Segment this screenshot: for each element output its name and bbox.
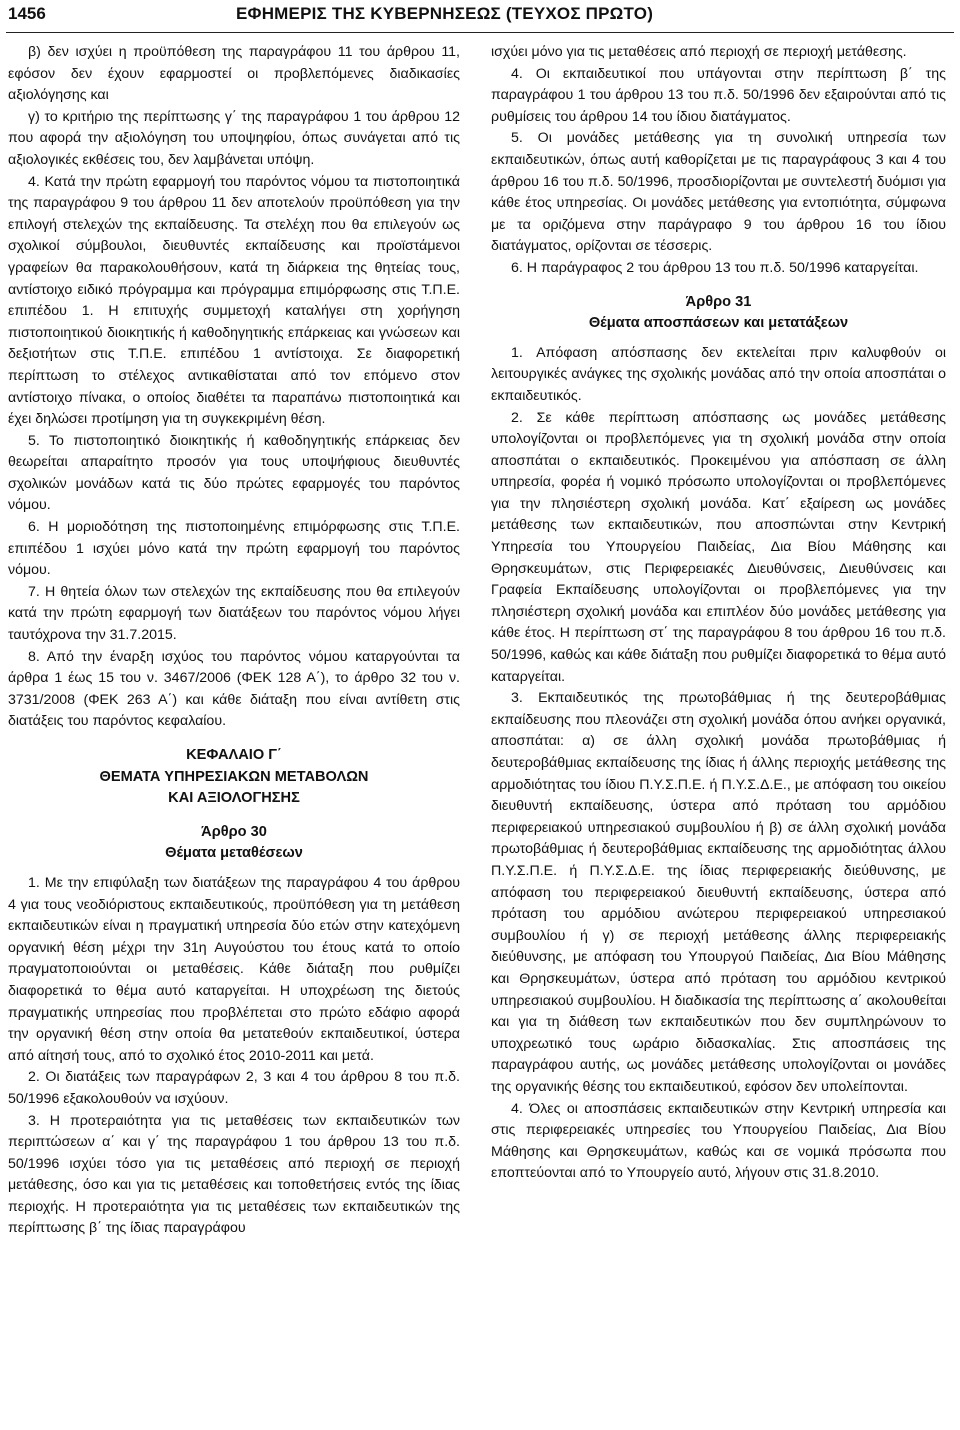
paragraph: 6. Η μοριοδότηση της πιστοποιημένης επιμόρφωσης στις Τ.Π.Ε. επιπέδου 1 ισχύει μόνο κατά την πρώτη εφαρμογή του παρόντος νόμου. — [8, 519, 460, 579]
chapter-heading: ΚΑΙ ΑΞΙΟΛΟΓΗΣΗΣ — [168, 790, 300, 807]
paragraph: 1. Απόφαση απόσπασης δεν εκτελείται πριν καλυφθούν οι λειτουργικές ανάγκες της σχολικής μονάδας από την οποία αποσπάται ο εκπαιδευτικός. — [491, 344, 946, 404]
article-title: Θέματα μεταθέσεων — [165, 845, 303, 862]
paragraph: 3. Εκπαιδευτικός της πρωτοβάθμιας ή της δευτεροβάθμιας εκπαίδευσης που πλεονάζει στη σχολική μονάδα όπου ανήκει οργανικά, αποσπάται: α) σε άλλη σχολική μονάδα πρωτοβάθμιας ή δευτεροβάθμιας εκπαίδευσης της ίδιας ή άλλης περιοχής μετάθεσης της αρμοδιότητας του ίδιου Π.Υ.Σ.Π.Ε. ή Π.Υ.Σ.Δ.Ε., με απόφαση του οικείου διευθυντή εκπαίδευσης, ύστερα από πρόταση του αρμόδιου περιφερειακού υπηρεσιακού συμβουλίου ή β) σε άλλη σχολική μονάδα πρωτοβάθμιας ή δευτεροβάθμιας εκπαίδευσης της αρμοδιότητας άλλου Π.Υ.Σ.Π.Ε. ή Π.Υ.Σ.Δ.Ε. της ίδιας περιφερειακής διεύθυνσης, με απόφαση του περιφερειακού διευθυντή εκπαίδευσης, ύστερα από πρόταση του αρμόδιου ανώτερου περιφερειακού υπηρεσιακού συμβουλίου ή γ) σε περιοχή μετάθεσης άλλης περιφερειακής διεύθυνσης, με απόφαση του Υπουργού Παιδείας, Δια Βίου Μάθησης και Θρησκευμάτων, ύστερα από πρόταση του αρμόδιου κεντρικού υπηρεσιακού συμβουλίου. Η διαδικασία της περίπτωσης α΄ ακολουθείται και για τη διάθεση των εκπαιδευτικών που δεν συμπληρώνουν το υποχρεωτικό τους ωράριο διδασκαλίας. Στις αποσπάσεις της παραγράφου αυτής, ως μονάδες μετάθεσης υπολογίζονται οι μονάδες της οργανικής θέσης του εκπαιδευτικού, εφόσον δεν υπολείπονται. — [491, 690, 946, 1095]
spacer — [8, 810, 460, 822]
chapter-heading: ΘΕΜΑΤΑ ΥΠΗΡΕΣΙΑΚΩΝ ΜΕΤΑΒΟΛΩΝ — [99, 768, 369, 785]
page-header — [0, 0, 960, 30]
journal-title: ΕΦΗΜΕΡΙΣ ΤΗΣ ΚΥΒΕΡΝΗΣΕΩΣ (ΤΕΥΧΟΣ ΠΡΩΤΟ) — [236, 4, 654, 23]
paragraph: 2. Οι διατάξεις των παραγράφων 2, 3 και 4 του άρθρου 8 του π.δ. 50/1996 εξακολουθούν να ισχύουν. — [8, 1069, 460, 1107]
paragraph: 1. Με την επιφύλαξη των διατάξεων της παραγράφου 4 του άρθρου 4 για τους νεοδιόριστους εκπαιδευτικούς, προϋπόθεση για τη μετάθεση εκπαιδευτικών είναι η πραγματική υπηρεσία δύο ετών στην κατεχόμενη οργανική θέση μέχρι την 31η Αυγούστου του έτους κατά το οποίο πραγματοποιούνται οι μεταθέσεις. Κάθε διάταξη που ρυθμίζει διαφορετικά το θέμα αυτό καταργείται. Η υποχρέωση της διετούς πραγματικής υπηρεσίας που προβλέπεται στο πρώτο εδάφιο αφορά την οργανική θέση στην οποία θα μετατεθούν εκπαιδευτικοί, ύστερα από αίτησή τους, από το σχολικό έτος 2010-2011 και μετά. — [8, 874, 460, 1064]
paragraph: 3. Η προτεραιότητα για τις μεταθέσεις των εκπαιδευτικών των περιπτώσεων α΄ και γ΄ της παραγράφου 1 του άρθρου 13 του π.δ. 50/1996 ισχύει τόσο για τις μεταθέσεις από περιοχή σε περιοχή μετάθεσης, όσο και για τις μεταθέσεις και τοποθετήσεις εντός της ίδιας περιοχής. Η προτεραιότητα για τις μεταθέσεις των εκπαιδευτικών της περίπτωσης β΄ της ίδιας παραγράφου — [8, 1112, 460, 1237]
spacer — [8, 733, 460, 745]
paragraph: 4. Κατά την πρώτη εφαρμογή του παρόντος νόμου τα πιστοποιητικά της παραγράφου 9 του άρθρου 11 δεν αποτελούν προϋπόθεση για την επιλογή στελεχών της εκπαίδευσης. Τα στελέχη που θα επιλεγούν ως σχολικοί σύμβουλοι, διευθυντές εκπαίδευσης και προϊστάμενοι γραφείων θα παρακολουθήσουν, κατά τη διάρκεια της θητείας τους, αντίστοιχο ειδικό πρόγραμμα και πρόγραμμα επιμόρφωσης στις Τ.Π.Ε. επιπέδου 1. Η επιτυχής συμμετοχή καταλήγει στη χορήγηση πιστοποιητικού διοικητικής ή καθοδηγητικής επάρκειας και γνώσεων και δεξιοτήτων στις Τ.Π.Ε. επιπέδου 1 αντίστοιχα. Σε διαφορετική περίπτωση το στέλεχος αντικαθίσταται από τον επόμενο στον αντίστοιχο πίνακα, ο οποίος διαθέτει τα παραπάνω πιστοποιητικά και έχει δηλώσει προτίμηση για τη συγκεκριμένη θέση. — [8, 173, 460, 428]
left-column — [8, 42, 460, 1240]
spacer — [491, 335, 946, 343]
paragraph: 6. Η παράγραφος 2 του άρθρου 13 του π.δ. 50/1996 καταργείται. — [511, 259, 919, 276]
chapter-heading: ΚΕΦΑΛΑΙΟ Γ΄ — [186, 747, 282, 763]
right-column — [491, 42, 946, 1185]
paragraph: 5. Οι μονάδες μετάθεσης για τη συνολική υπηρεσία των εκπαιδευτικών, όπως αυτή καθορίζεται με τις παραγράφους 3 και 4 του άρθρου 16 του π.δ. 50/1996, προσδιορίζονται με συντελεστή δυόμισι για κάθε έτος υπηρεσίας. Οι μονάδες μετάθεσης για εντοπιότητα, σύμφωνα με τα οριζόμενα στην παράγραφο 9 του άρθρου 16 του ίδιου διατάγματος, ορίζονται σε τέσσερις. — [491, 130, 946, 255]
article-title: Θέματα αποσπάσεων και μετατάξεων — [588, 315, 849, 332]
paragraph: ισχύει μόνο για τις μεταθέσεις από περιοχή σε περιοχή μετάθεσης. — [491, 44, 907, 60]
article-number: Άρθρο 30 — [201, 823, 267, 840]
page-number: 1456 — [8, 4, 46, 23]
paragraph: 7. Η θητεία όλων των στελεχών της εκπαίδευσης που θα επιλεγούν κατά την πρώτη εφαρμογή των διατάξεων του παρόντος νόμου λήγει ταυτόχρονα την 31.7.2015. — [8, 583, 460, 644]
paragraph: 5. Το πιστοποιητικό διοικητικής ή καθοδηγητικής επάρκειας δεν θεωρείται απαραίτητο προσόν για τους υποψήφιους διευθυντές σχολικών μονάδων κατά τις δύο πρώτες εφαρμογές του παρόντος νόμου. — [8, 432, 460, 514]
paragraph: 4. Οι εκπαιδευτικοί που υπάγονται στην περίπτωση β΄ της παραγράφου 1 του άρθρου 13 του π.δ. 50/1996 δεν εξαιρούνται από τις ρυθμίσεις του άρθρου 14 του ίδιου διατάγματος. — [491, 65, 946, 125]
article-number: Άρθρο 31 — [685, 293, 752, 310]
spacer — [491, 280, 946, 292]
header-rule — [6, 32, 954, 33]
paragraph: 4. Όλες οι αποσπάσεις εκπαιδευτικών στην Κεντρική υπηρεσία και στις περιφερειακές υπηρεσίες του Υπουργείου Παιδείας, Δια Βίου Μάθησης και Θρησκευμάτων, καθώς και σε νομικά πρόσωπα που εποπτεύονται από το Υπουργείο αυτό, λήγουν στις 31.8.2010. — [491, 1100, 946, 1182]
paragraph: γ) το κριτήριο της περίπτωσης γ΄ της παραγράφου 1 του άρθρου 12 που αφορά την αξιολόγηση του υποψηφίου, όπως συνάγεται από τις αξιολογικές εκθέσεις του, δεν λαμβάνεται υπόψη. — [8, 108, 460, 168]
paragraph: 8. Από την έναρξη ισχύος του παρόντος νόμου καταργούνται τα άρθρα 1 έως 15 του ν. 3467/2006 (ΦΕΚ 128 Α΄), το άρθρο 32 του ν. 3731/2008 (ΦΕΚ 263 Α΄) και κάθε διάταξη που είναι αντίθετη στις διατάξεις του παρόντος κεφαλαίου. — [8, 648, 460, 730]
spacer — [8, 865, 460, 873]
paragraph: β) δεν ισχύει η προϋπόθεση της παραγράφου 11 του άρθρου 11, εφόσον δεν έχουν εφαρμοστεί οι προβλεπόμενες διαδικασίες αξιολόγησης και — [8, 44, 460, 104]
paragraph: 2. Σε κάθε περίπτωση απόσπασης ως μονάδες μετάθεσης υπολογίζονται οι προβλεπόμενες για τη σχολική μονάδα στην οποία αποσπάται ο εκπαιδευτικός. Προκειμένου για απόσπαση σε άλλη υπηρεσία, φορέα ή νομικό πρόσωπο υπολογίζονται οι προβλεπόμενες για την πλησιέστερη σχολική μονάδα. Κατ΄ εξαίρεση ως μονάδες μετάθεσης των εκπαιδευτικών, που αποσπώνται στην Κεντρική Υπηρεσία του Υπουργείου Παιδείας, Δια Βίου Μάθησης και Θρησκευμάτων, στις Περιφερειακές Διευθύνσεις, Διευθύνσεις και Γραφεία Εκπαίδευσης υπολογίζονται οι προβλεπόμενες για την πλησιέστερη σχολική μονάδα και επιπλέον δύο μονάδες μετάθεσης για κάθε έτος. Η περίπτωση στ΄ της παραγράφου 8 του άρθρου 16 του π.δ. 50/1996, καθώς και κάθε διάταξη που ρυθμίζει διαφορετικά το θέμα αυτό καταργείται. — [491, 409, 946, 685]
